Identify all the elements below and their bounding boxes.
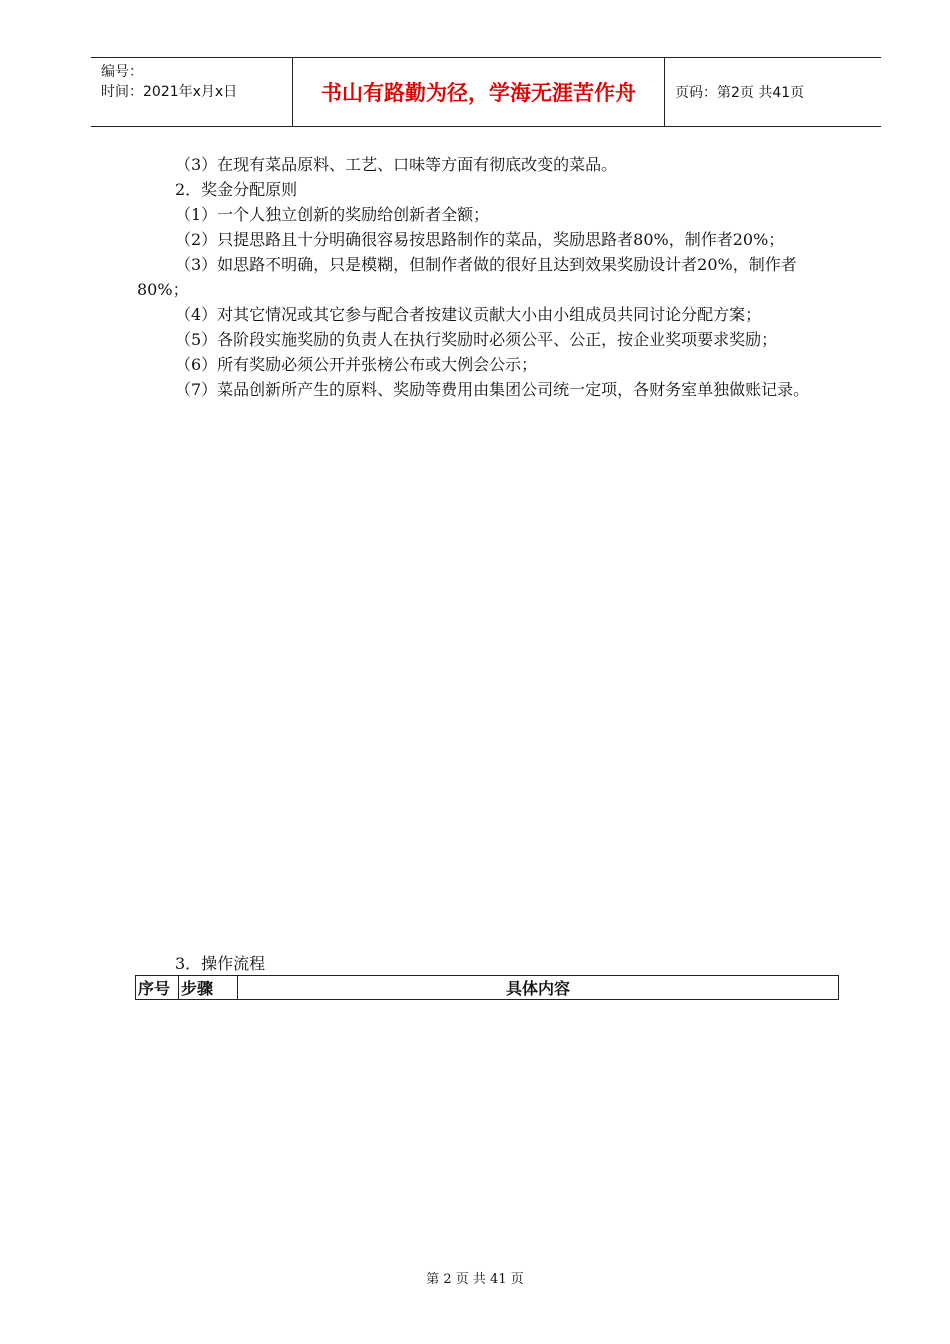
table-header-row [136, 976, 839, 1000]
page-footer: 第 2 页 共 41 页 [426, 1272, 524, 1287]
paragraph: （1）一个人独立创新的奖励给创新者全额； [175, 205, 490, 224]
page-info-text: 页码：第2页 共41页 [675, 85, 805, 101]
paragraph: （5）各阶段实施奖励的负责人在执行奖励时必须公平、公正，按企业奖项要求奖励； [175, 330, 778, 349]
header-motto [293, 58, 665, 126]
paragraph: （2）只提思路且十分明确很容易按思路制作的菜品，奖励思路者80%，制作者20%； [175, 230, 785, 249]
table-header-cell: 步骤 [179, 976, 238, 1000]
motto-text: 书山有路勤为径，学海无涯苦作舟 [321, 81, 636, 105]
paragraph: （4）对其它情况或其它参与配合者按建议贡献大小由小组成员共同讨论分配方案； [175, 305, 762, 324]
paragraph: （6）所有奖励必须公开并张榜公布或大例会公示； [175, 355, 538, 374]
table-header-cell: 具体内容 [238, 976, 839, 1000]
section-heading: 2．奖金分配原则 [175, 180, 298, 199]
header-meta [91, 58, 293, 126]
page-header [91, 57, 881, 127]
paragraph: （3）如思路不明确，只是模糊，但制作者做的很好且达到效果奖励设计者20%，制作者80%； [137, 255, 797, 299]
paragraph: （7）菜品创新所产生的原料、奖励等费用由集团公司统一定项，各财务室单独做账记录。 [175, 380, 810, 399]
section-heading: 3．操作流程 [175, 954, 266, 973]
table-header-cell: 序号 [136, 976, 179, 1000]
time-label: 时间：2021年x月x日 [101, 84, 238, 100]
process-table [135, 975, 839, 1000]
header-page-info [665, 58, 881, 126]
document-body [137, 152, 839, 402]
number-label: 编号： [101, 64, 143, 80]
paragraph: （3）在现有菜品原料、工艺、口味等方面有彻底改变的菜品。 [175, 155, 618, 174]
